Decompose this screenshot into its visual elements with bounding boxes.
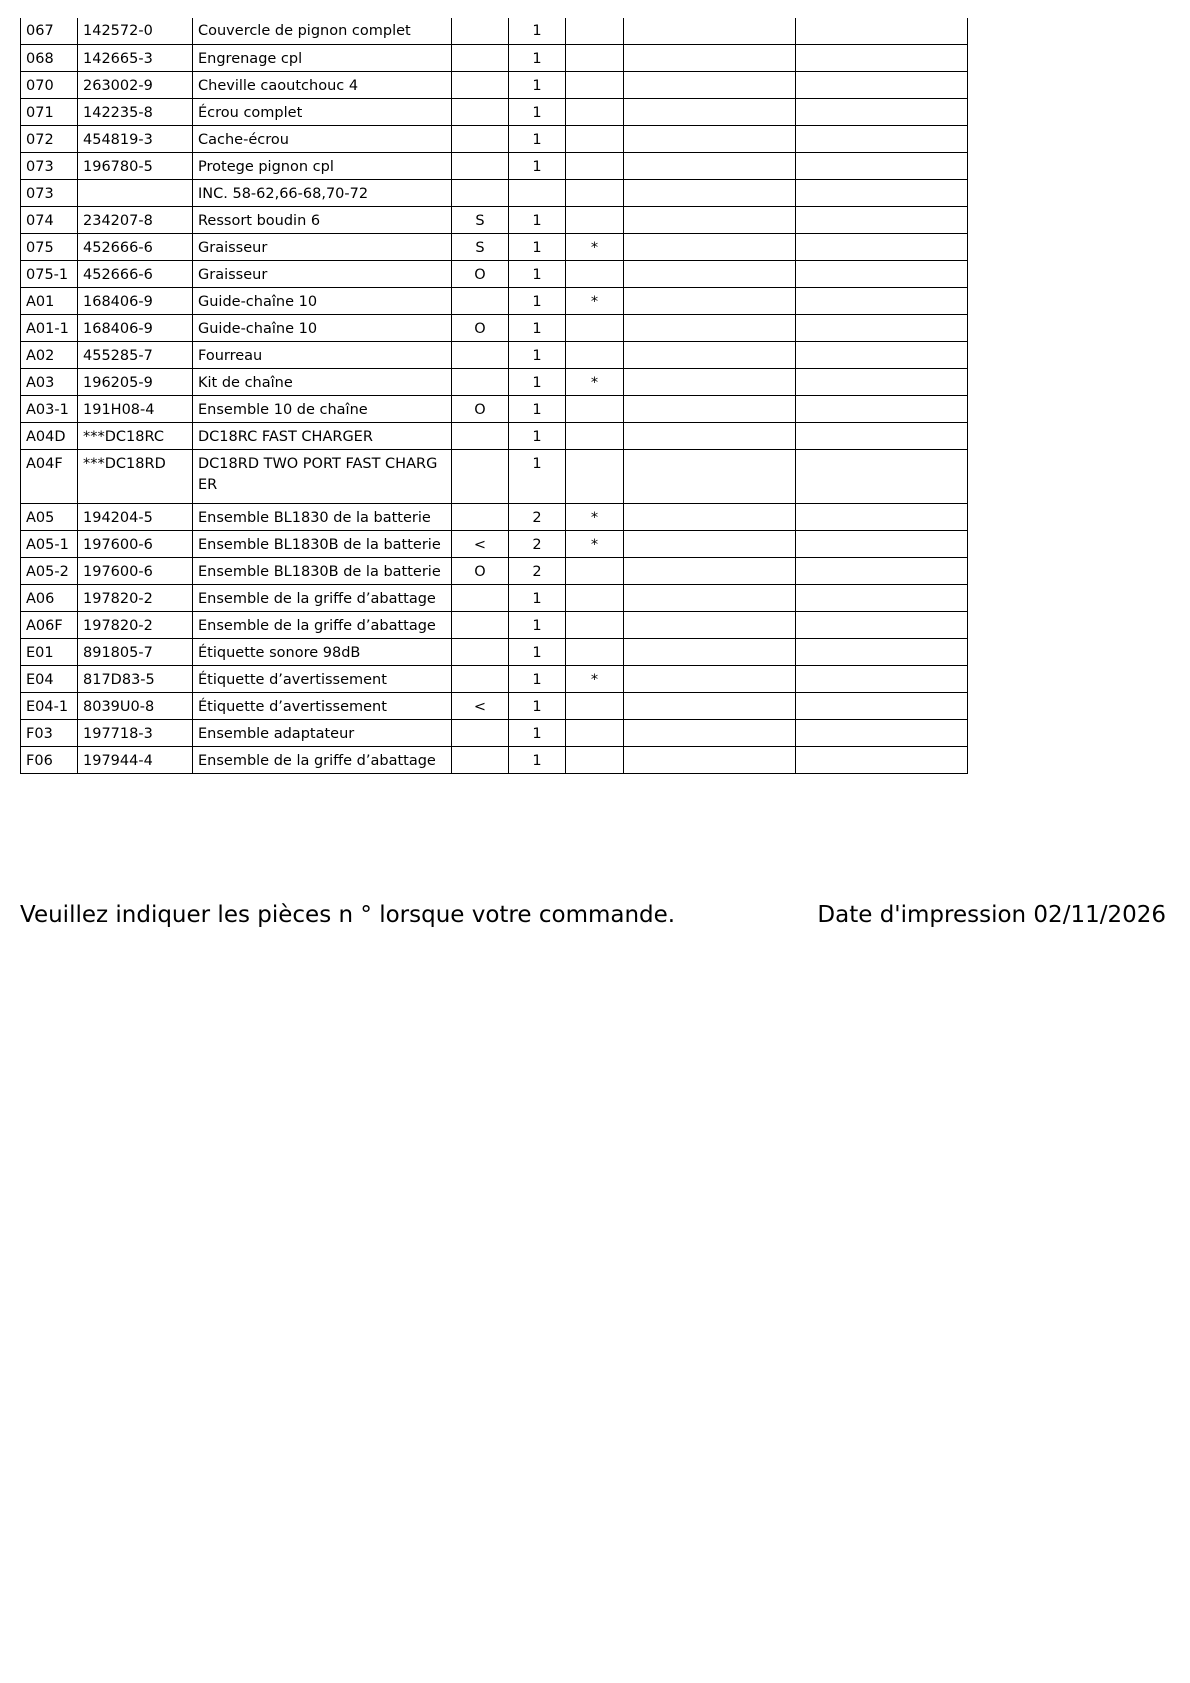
- blank-cell-1: [624, 665, 796, 692]
- order-note: Veuillez indiquer les pièces n ° lorsque votre commande.: [20, 902, 676, 928]
- code-cell: [452, 125, 509, 152]
- table-row: [21, 611, 968, 638]
- ref-no-cell: A06F: [21, 611, 78, 638]
- mark-cell: [566, 692, 624, 719]
- mark-cell: *: [566, 503, 624, 530]
- mark-cell: [566, 719, 624, 746]
- description-cell: Protege pignon cpl: [193, 152, 452, 179]
- ref-no-cell: A04D: [21, 422, 78, 449]
- code-cell: [452, 449, 509, 503]
- table-row: [21, 638, 968, 665]
- table-row: [21, 719, 968, 746]
- part-number-cell: 197600-6: [78, 557, 193, 584]
- table-row: [21, 260, 968, 287]
- ref-no-cell: 075-1: [21, 260, 78, 287]
- code-cell: O: [452, 260, 509, 287]
- blank-cell-1: [624, 719, 796, 746]
- table-row: [21, 665, 968, 692]
- blank-cell-2: [796, 557, 968, 584]
- blank-cell-1: [624, 206, 796, 233]
- part-number-cell: 168406-9: [78, 314, 193, 341]
- blank-cell-1: [624, 449, 796, 503]
- mark-cell: [566, 206, 624, 233]
- blank-cell-1: [624, 692, 796, 719]
- table-row: [21, 44, 968, 71]
- quantity-cell: [509, 179, 566, 206]
- description-cell: INC. 58-62,66-68,70-72: [193, 179, 452, 206]
- table-row: [21, 395, 968, 422]
- description-cell: Cache-écrou: [193, 125, 452, 152]
- part-number-cell: 234207-8: [78, 206, 193, 233]
- part-number-cell: 263002-9: [78, 71, 193, 98]
- quantity-cell: 1: [509, 422, 566, 449]
- blank-cell-2: [796, 584, 968, 611]
- table-row: [21, 557, 968, 584]
- ref-no-cell: A05-1: [21, 530, 78, 557]
- description-cell: Écrou complet: [193, 98, 452, 125]
- blank-cell-2: [796, 125, 968, 152]
- mark-cell: *: [566, 233, 624, 260]
- description-cell: Guide-chaîne 10: [193, 287, 452, 314]
- table-row: [21, 314, 968, 341]
- part-number-cell: 196205-9: [78, 368, 193, 395]
- description-cell: Graisseur: [193, 233, 452, 260]
- description-cell: Ressort boudin 6: [193, 206, 452, 233]
- quantity-cell: 1: [509, 233, 566, 260]
- quantity-cell: 2: [509, 530, 566, 557]
- code-cell: [452, 368, 509, 395]
- blank-cell-2: [796, 449, 968, 503]
- blank-cell-1: [624, 98, 796, 125]
- part-number-cell: 452666-6: [78, 233, 193, 260]
- blank-cell-2: [796, 98, 968, 125]
- blank-cell-2: [796, 530, 968, 557]
- description-cell: Étiquette sonore 98dB: [193, 638, 452, 665]
- description-cell: Ensemble de la griffe d’abattage: [193, 584, 452, 611]
- mark-cell: [566, 584, 624, 611]
- quantity-cell: 1: [509, 260, 566, 287]
- description-cell: Graisseur: [193, 260, 452, 287]
- part-number-cell: 197820-2: [78, 584, 193, 611]
- part-number-cell: ***DC18RC: [78, 422, 193, 449]
- quantity-cell: 1: [509, 98, 566, 125]
- table-row: [21, 233, 968, 260]
- mark-cell: [566, 557, 624, 584]
- quantity-cell: 1: [509, 638, 566, 665]
- quantity-cell: 1: [509, 665, 566, 692]
- table-row: [21, 530, 968, 557]
- blank-cell-2: [796, 314, 968, 341]
- blank-cell-2: [796, 233, 968, 260]
- description-cell: Ensemble 10 de chaîne: [193, 395, 452, 422]
- blank-cell-1: [624, 503, 796, 530]
- code-cell: [452, 179, 509, 206]
- blank-cell-1: [624, 746, 796, 773]
- code-cell: [452, 746, 509, 773]
- blank-cell-2: [796, 638, 968, 665]
- blank-cell-2: [796, 692, 968, 719]
- quantity-cell: 1: [509, 44, 566, 71]
- ref-no-cell: E04-1: [21, 692, 78, 719]
- quantity-cell: 1: [509, 611, 566, 638]
- table-row: [21, 422, 968, 449]
- code-cell: [452, 611, 509, 638]
- quantity-cell: 1: [509, 125, 566, 152]
- part-number-cell: 197600-6: [78, 530, 193, 557]
- code-cell: [452, 287, 509, 314]
- part-number-cell: 452666-6: [78, 260, 193, 287]
- ref-no-cell: 071: [21, 98, 78, 125]
- blank-cell-2: [796, 665, 968, 692]
- ref-no-cell: 073: [21, 152, 78, 179]
- blank-cell-1: [624, 18, 796, 44]
- table-row: [21, 584, 968, 611]
- description-cell: DC18RC FAST CHARGER: [193, 422, 452, 449]
- part-number-cell: 194204-5: [78, 503, 193, 530]
- description-cell: Étiquette d’avertissement: [193, 692, 452, 719]
- mark-cell: [566, 179, 624, 206]
- table-row: [21, 746, 968, 773]
- mark-cell: [566, 18, 624, 44]
- blank-cell-2: [796, 287, 968, 314]
- mark-cell: *: [566, 368, 624, 395]
- ref-no-cell: A05-2: [21, 557, 78, 584]
- ref-no-cell: E01: [21, 638, 78, 665]
- table-row: [21, 206, 968, 233]
- ref-no-cell: 070: [21, 71, 78, 98]
- description-cell: Ensemble BL1830B de la batterie: [193, 530, 452, 557]
- ref-no-cell: E04: [21, 665, 78, 692]
- ref-no-cell: 075: [21, 233, 78, 260]
- blank-cell-2: [796, 368, 968, 395]
- mark-cell: *: [566, 665, 624, 692]
- description-cell: DC18RD TWO PORT FAST CHARGER: [193, 449, 452, 503]
- quantity-cell: 1: [509, 341, 566, 368]
- blank-cell-1: [624, 611, 796, 638]
- ref-no-cell: 074: [21, 206, 78, 233]
- mark-cell: [566, 44, 624, 71]
- table-row: [21, 152, 968, 179]
- code-cell: [452, 719, 509, 746]
- mark-cell: [566, 260, 624, 287]
- mark-cell: [566, 125, 624, 152]
- quantity-cell: 1: [509, 152, 566, 179]
- ref-no-cell: 068: [21, 44, 78, 71]
- code-cell: <: [452, 692, 509, 719]
- print-date: Date d'impression 02/11/2026: [817, 902, 1166, 928]
- blank-cell-2: [796, 179, 968, 206]
- table-row: [21, 18, 968, 44]
- mark-cell: [566, 71, 624, 98]
- ref-no-cell: 067: [21, 18, 78, 44]
- description-cell: Engrenage cpl: [193, 44, 452, 71]
- code-cell: O: [452, 395, 509, 422]
- blank-cell-2: [796, 746, 968, 773]
- ref-no-cell: F03: [21, 719, 78, 746]
- blank-cell-2: [796, 44, 968, 71]
- part-number-cell: ***DC18RD: [78, 449, 193, 503]
- blank-cell-2: [796, 719, 968, 746]
- code-cell: [452, 341, 509, 368]
- table-row: [21, 179, 968, 206]
- part-number-cell: 197718-3: [78, 719, 193, 746]
- code-cell: [452, 638, 509, 665]
- blank-cell-2: [796, 18, 968, 44]
- table-row: [21, 449, 968, 503]
- table-row: [21, 287, 968, 314]
- blank-cell-1: [624, 584, 796, 611]
- blank-cell-1: [624, 368, 796, 395]
- code-cell: [452, 584, 509, 611]
- quantity-cell: 1: [509, 206, 566, 233]
- table-row: [21, 503, 968, 530]
- blank-cell-1: [624, 422, 796, 449]
- part-number-cell: 168406-9: [78, 287, 193, 314]
- part-number-cell: [78, 179, 193, 206]
- part-number-cell: 196780-5: [78, 152, 193, 179]
- blank-cell-1: [624, 152, 796, 179]
- table-row: [21, 125, 968, 152]
- blank-cell-1: [624, 71, 796, 98]
- description-cell: Étiquette d’avertissement: [193, 665, 452, 692]
- code-cell: <: [452, 530, 509, 557]
- description-cell: Guide-chaîne 10: [193, 314, 452, 341]
- ref-no-cell: A04F: [21, 449, 78, 503]
- part-number-cell: 142665-3: [78, 44, 193, 71]
- table-row: [21, 98, 968, 125]
- code-cell: O: [452, 557, 509, 584]
- ref-no-cell: A05: [21, 503, 78, 530]
- description-cell: Kit de chaîne: [193, 368, 452, 395]
- blank-cell-2: [796, 341, 968, 368]
- quantity-cell: 1: [509, 449, 566, 503]
- quantity-cell: 1: [509, 287, 566, 314]
- ref-no-cell: 073: [21, 179, 78, 206]
- mark-cell: [566, 449, 624, 503]
- description-cell: Couvercle de pignon complet: [193, 18, 452, 44]
- table-row: [21, 71, 968, 98]
- part-number-cell: 891805-7: [78, 638, 193, 665]
- blank-cell-1: [624, 638, 796, 665]
- code-cell: S: [452, 233, 509, 260]
- part-number-cell: 455285-7: [78, 341, 193, 368]
- blank-cell-1: [624, 233, 796, 260]
- quantity-cell: 1: [509, 692, 566, 719]
- blank-cell-2: [796, 422, 968, 449]
- quantity-cell: 1: [509, 71, 566, 98]
- blank-cell-1: [624, 287, 796, 314]
- mark-cell: [566, 422, 624, 449]
- blank-cell-2: [796, 395, 968, 422]
- mark-cell: [566, 341, 624, 368]
- part-number-cell: 142235-8: [78, 98, 193, 125]
- quantity-cell: 1: [509, 746, 566, 773]
- blank-cell-1: [624, 44, 796, 71]
- description-cell: Cheville caoutchouc 4: [193, 71, 452, 98]
- code-cell: O: [452, 314, 509, 341]
- blank-cell-1: [624, 314, 796, 341]
- blank-cell-2: [796, 611, 968, 638]
- ref-no-cell: A01: [21, 287, 78, 314]
- blank-cell-2: [796, 152, 968, 179]
- description-cell: Ensemble BL1830B de la batterie: [193, 557, 452, 584]
- description-cell: Ensemble BL1830 de la batterie: [193, 503, 452, 530]
- table-row: [21, 692, 968, 719]
- mark-cell: [566, 152, 624, 179]
- blank-cell-1: [624, 395, 796, 422]
- blank-cell-2: [796, 503, 968, 530]
- mark-cell: [566, 611, 624, 638]
- code-cell: [452, 152, 509, 179]
- part-number-cell: 142572-0: [78, 18, 193, 44]
- blank-cell-1: [624, 530, 796, 557]
- table-row: [21, 368, 968, 395]
- mark-cell: [566, 314, 624, 341]
- description-cell: Ensemble de la griffe d’abattage: [193, 611, 452, 638]
- quantity-cell: 1: [509, 314, 566, 341]
- blank-cell-1: [624, 557, 796, 584]
- quantity-cell: 1: [509, 395, 566, 422]
- blank-cell-2: [796, 260, 968, 287]
- mark-cell: [566, 638, 624, 665]
- ref-no-cell: 072: [21, 125, 78, 152]
- ref-no-cell: A03-1: [21, 395, 78, 422]
- ref-no-cell: A03: [21, 368, 78, 395]
- part-number-cell: 8039U0-8: [78, 692, 193, 719]
- blank-cell-2: [796, 206, 968, 233]
- part-number-cell: 454819-3: [78, 125, 193, 152]
- blank-cell-2: [796, 71, 968, 98]
- part-number-cell: 197944-4: [78, 746, 193, 773]
- description-cell: Fourreau: [193, 341, 452, 368]
- blank-cell-1: [624, 125, 796, 152]
- ref-no-cell: F06: [21, 746, 78, 773]
- quantity-cell: 1: [509, 368, 566, 395]
- ref-no-cell: A02: [21, 341, 78, 368]
- part-number-cell: 191H08-4: [78, 395, 193, 422]
- parts-table: [20, 18, 968, 774]
- blank-cell-1: [624, 179, 796, 206]
- code-cell: [452, 18, 509, 44]
- code-cell: [452, 422, 509, 449]
- description-cell: Ensemble adaptateur: [193, 719, 452, 746]
- quantity-cell: 2: [509, 557, 566, 584]
- quantity-cell: 1: [509, 584, 566, 611]
- part-number-cell: 197820-2: [78, 611, 193, 638]
- mark-cell: [566, 746, 624, 773]
- blank-cell-1: [624, 260, 796, 287]
- ref-no-cell: A06: [21, 584, 78, 611]
- code-cell: [452, 665, 509, 692]
- mark-cell: *: [566, 287, 624, 314]
- quantity-cell: 2: [509, 503, 566, 530]
- code-cell: S: [452, 206, 509, 233]
- code-cell: [452, 71, 509, 98]
- part-number-cell: 817D83-5: [78, 665, 193, 692]
- quantity-cell: 1: [509, 18, 566, 44]
- description-cell: Ensemble de la griffe d’abattage: [193, 746, 452, 773]
- code-cell: [452, 98, 509, 125]
- quantity-cell: 1: [509, 719, 566, 746]
- mark-cell: *: [566, 530, 624, 557]
- ref-no-cell: A01-1: [21, 314, 78, 341]
- code-cell: [452, 44, 509, 71]
- blank-cell-1: [624, 341, 796, 368]
- table-row: [21, 341, 968, 368]
- mark-cell: [566, 395, 624, 422]
- mark-cell: [566, 98, 624, 125]
- code-cell: [452, 503, 509, 530]
